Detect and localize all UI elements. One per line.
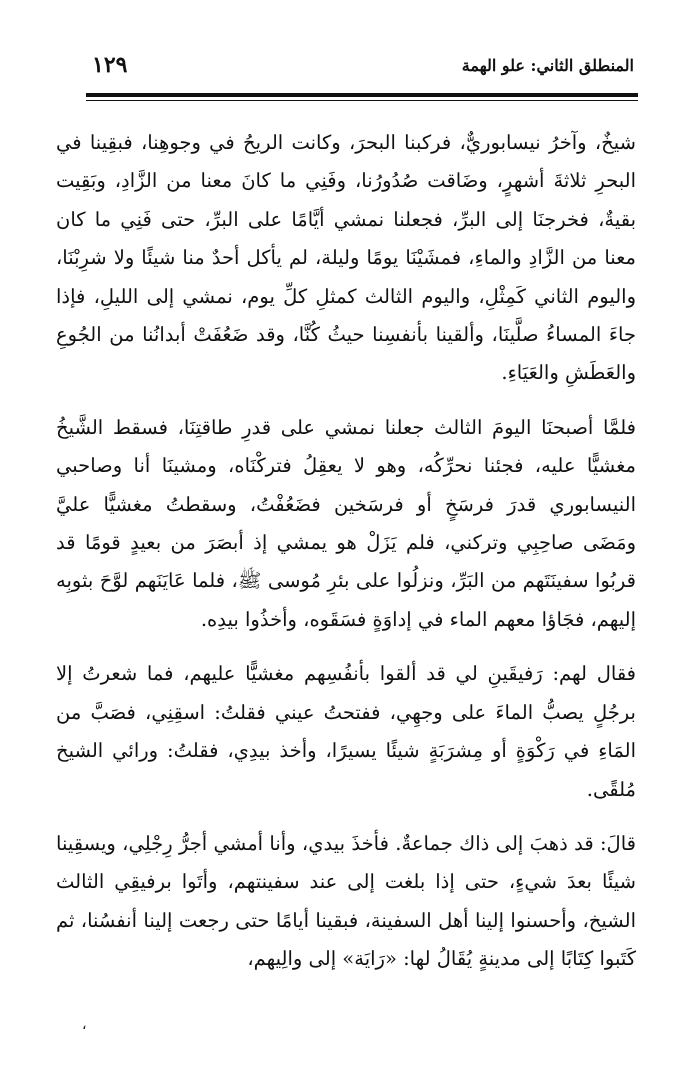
chapter-title: المنطلق الثاني: علو الهمة (461, 56, 634, 75)
paragraph-2: فلمَّا أصبحنَا اليومَ الثالث جعلنا نمشي على قدرِ طاقتِنَا، فسقط الشَّيخُ مغشيًّا عليه، فجئنا نحرِّكُه، وهو لا يعقِلُ فتركْنَاه، ومشينَا أنا وصاحبي النيسابوري قدرَ فرسَخٍ أو فرسَخين فضَعُفْتُ، وسقطتُ مغشيًّا عليَّ ومَضَى صاحِبِي وتركني، فلم يَزَلْ هو يمشي إذ أبصَرَ من بعيدٍ قومًا قد قربُوا سفينَتَهم من البَرِّ، ونزلُوا على بئرِ مُوسى ﷺ، فلما عَايَنَهم لوَّحَ بثوبِه إليهم، فجَاؤا معهم الماء في إداوَةٍ فسَقَوه، وأخذُوا بيدِه. (56, 415, 636, 631)
running-header (92, 52, 634, 86)
paragraph-3: فقال لهم: رَفيقَينِ لي قد ألقوا بأنفُسِهم مغشيًّا عليهم، فما شعرتُ إلا برجُلٍ يصبُّ الماءَ على وجهِي، ففتحتُ عيني فقلتُ: اسقِنِي، فصَبَّ من المَاءِ في رَكْوَةٍ أو مِشرَبَةٍ شيئًا يسيرًا، وأخذ بيدِي، فقلتُ: ورائي الشيخ مُلقًى. (56, 662, 636, 801)
page-body (56, 118, 636, 995)
page-number: ١٢٩ (92, 52, 128, 78)
footer-mark: ، (82, 1017, 87, 1033)
paragraph-1: شيخٌ، وآخرُ نيسابوريٌّ، فركبنا البحرَ، وكانت الريحُ في وجوهِنا، فبقِينا في البحرِ ثلاثةَ أشهرٍ، وضَاقت صُدُورُنا، وفَنِي ما كانَ معنا من الزَّادِ، وبَقِيت بقيةٌ، فخرجنَا إلى البرِّ، فجعلنا نمشي أيَّامًا على البرِّ، حتى فَنِي ما كان معنا من الزَّادِ والماءِ، فمشَيْنَا يومًا وليلة، لم يأكل أحدٌ منا شيئًا ولا شرِبْنَا، واليوم الثاني كَمِثْلِ، واليوم الثالث كمثلِ كلِّ يوم، نمشي إلى الليلِ، فإذا جاءَ المساءُ صلَّينَا، وألقينا بأنفسِنا حيثُ كُنَّا، وقد ضَعُفَتْ أبدانُنا من الجُوعِ والعَطَشِ والعَيَاءِ. (56, 131, 636, 385)
header-rule-thick (86, 93, 638, 97)
header-rule-thin (86, 100, 638, 101)
paragraph-4: قالَ: قد ذهبَ إلى ذاك جماعةٌ. فأخذَ بيدي، وأنا أمشي أجرُّ رِجْلِي، ويسقِينا شيئًا بعدَ شيءٍ، حتى إذا بلغت إلى عند سفينتهم، وأتَوا برفيقِي الثالث الشيخ، وأحسنوا إلينا أهل السفينة، فبقينا أيامًا حتى رجعت إلينا أنفسُنا، ثم كَتَبوا كِتَابًا إلى مدينةٍ يُقَالُ لها: «رَايَة» إلى والِيهم، (56, 831, 636, 971)
